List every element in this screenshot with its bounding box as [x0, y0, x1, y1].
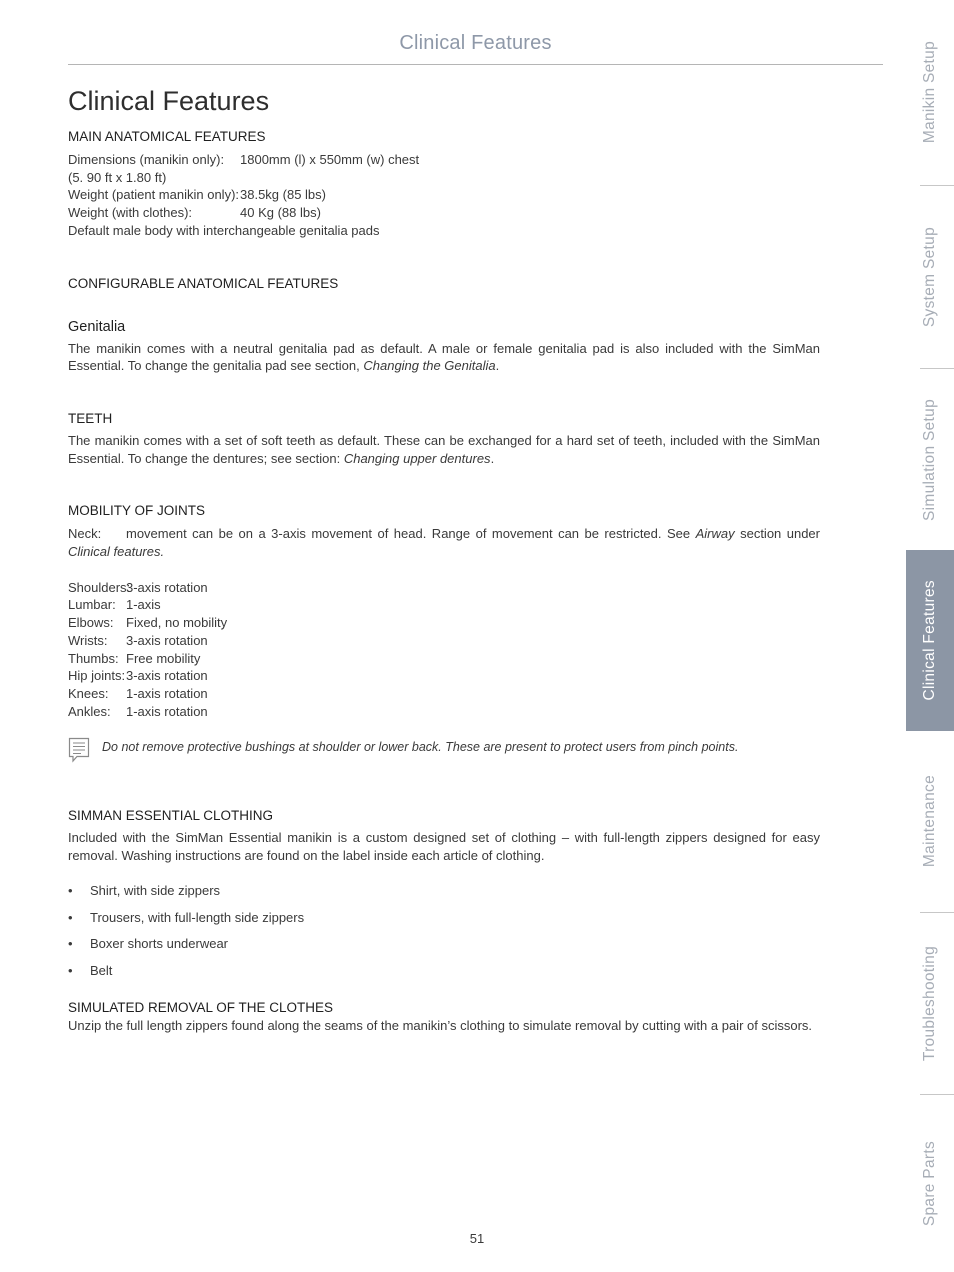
genitalia-text: The manikin comes with a neutral genitalia pad as default. A male or female genitalia pad is also included with the SimMan Essential. To change the genitalia pad see section, Changing the Genitalia.: [68, 340, 820, 374]
page-number: 51: [469, 1231, 485, 1246]
tab-spare-parts[interactable]: Spare Parts: [921, 1140, 938, 1227]
removal-heading: SIMULATED REMOVAL OF THE CLOTHES: [68, 999, 334, 1015]
dimensions-ft: (5. 90 ft x 1.80 ft): [68, 169, 167, 185]
default-body-text: Default male body with interchangeable genitalia pads: [68, 222, 380, 238]
clothing-heading: SIMMAN ESSENTIAL CLOTHING: [68, 808, 274, 824]
note-text: Do not remove protective bushings at shoulder or lower back. These are present to protect users from pinch points.: [102, 740, 739, 755]
side-tabs: [906, 0, 954, 1272]
list-item: • Boxer shorts underwear: [68, 936, 229, 952]
list-item: • Shirt, with side zippers: [68, 882, 221, 898]
tab-manikin-setup[interactable]: Manikin Setup: [921, 41, 938, 144]
main-features-heading: MAIN ANATOMICAL FEATURES: [68, 129, 266, 144]
joint-row: Thumbs: Free mobility: [68, 650, 201, 666]
tab-maintenance[interactable]: Maintenance: [921, 775, 938, 868]
removal-text: Unzip the full length zippers found along the seams of the manikin’s clothing to simulate removal by cutting with a pair of scissors.: [68, 1017, 813, 1033]
joint-row: Shoulders: 3-axis rotation: [68, 579, 208, 595]
teeth-text: The manikin comes with a set of soft teeth as default. These can be exchanged for a hard set of teeth, included with the SimMan Essential. To change the dentures; see section: Changing upper dentures.: [68, 432, 820, 466]
clothing-list: [68, 882, 820, 989]
neck-text: Neck: movement can be on a 3-axis movement of head. Range of movement can be restricted. See Airway section under Clinical features.: [68, 526, 820, 560]
joint-row: Elbows: Fixed, no mobility: [68, 615, 228, 631]
joints-list: [68, 579, 820, 721]
mobility-heading: MOBILITY OF JOINTS: [68, 503, 206, 519]
header-rule: [68, 64, 883, 65]
list-item: • Trousers, with full-length side zippers: [68, 909, 305, 925]
dimensions-value: 1800mm (l) x 550mm (w) chest: [240, 152, 420, 167]
configurable-heading: CONFIGURABLE ANATOMICAL FEATURES: [68, 275, 339, 291]
teeth-heading: TEETH: [68, 410, 113, 426]
tab-system-setup[interactable]: System Setup: [921, 226, 938, 328]
joint-row: Ankles: 1-axis rotation: [68, 703, 208, 719]
weight-patient-value: 38.5kg (85 lbs): [240, 187, 326, 203]
weight-patient-label: Weight (patient manikin only):: [68, 187, 240, 203]
tab-troubleshooting[interactable]: Troubleshooting: [921, 945, 938, 1062]
dimensions-label: Dimensions (manikin only):: [68, 152, 225, 167]
joint-row: Wrists: 3-axis rotation: [68, 632, 208, 648]
tab-clinical-features[interactable]: Clinical Features: [906, 550, 954, 731]
genitalia-heading: Genitalia: [68, 318, 126, 335]
list-item: • Belt: [68, 963, 113, 979]
page-content: [68, 84, 820, 1035]
teeth-ref: Changing upper dentures: [343, 450, 491, 466]
joint-row: Hip joints: 3-axis rotation: [68, 668, 208, 684]
note-callout: [68, 737, 820, 763]
running-header: Clinical Features: [399, 32, 552, 54]
clothing-text: Included with the SimMan Essential manikin is a custom designed set of clothing – with full-length zippers designed for easy removal. Washing instructions are found on the label inside each article of clothing.: [68, 830, 820, 864]
page-title: Clinical Features: [68, 86, 270, 116]
note-icon: [68, 737, 90, 763]
weight-clothes-value: 40 Kg (88 lbs): [240, 205, 321, 221]
joint-row: Lumbar: 1-axis: [68, 597, 161, 613]
tab-simulation-setup[interactable]: Simulation Setup: [921, 398, 938, 521]
neck-label: Neck:: [68, 526, 102, 542]
weight-clothes-label: Weight (with clothes):: [68, 205, 193, 221]
genitalia-ref: Changing the Genitalia: [363, 358, 496, 374]
joint-row: Knees: 1-axis rotation: [68, 685, 208, 701]
